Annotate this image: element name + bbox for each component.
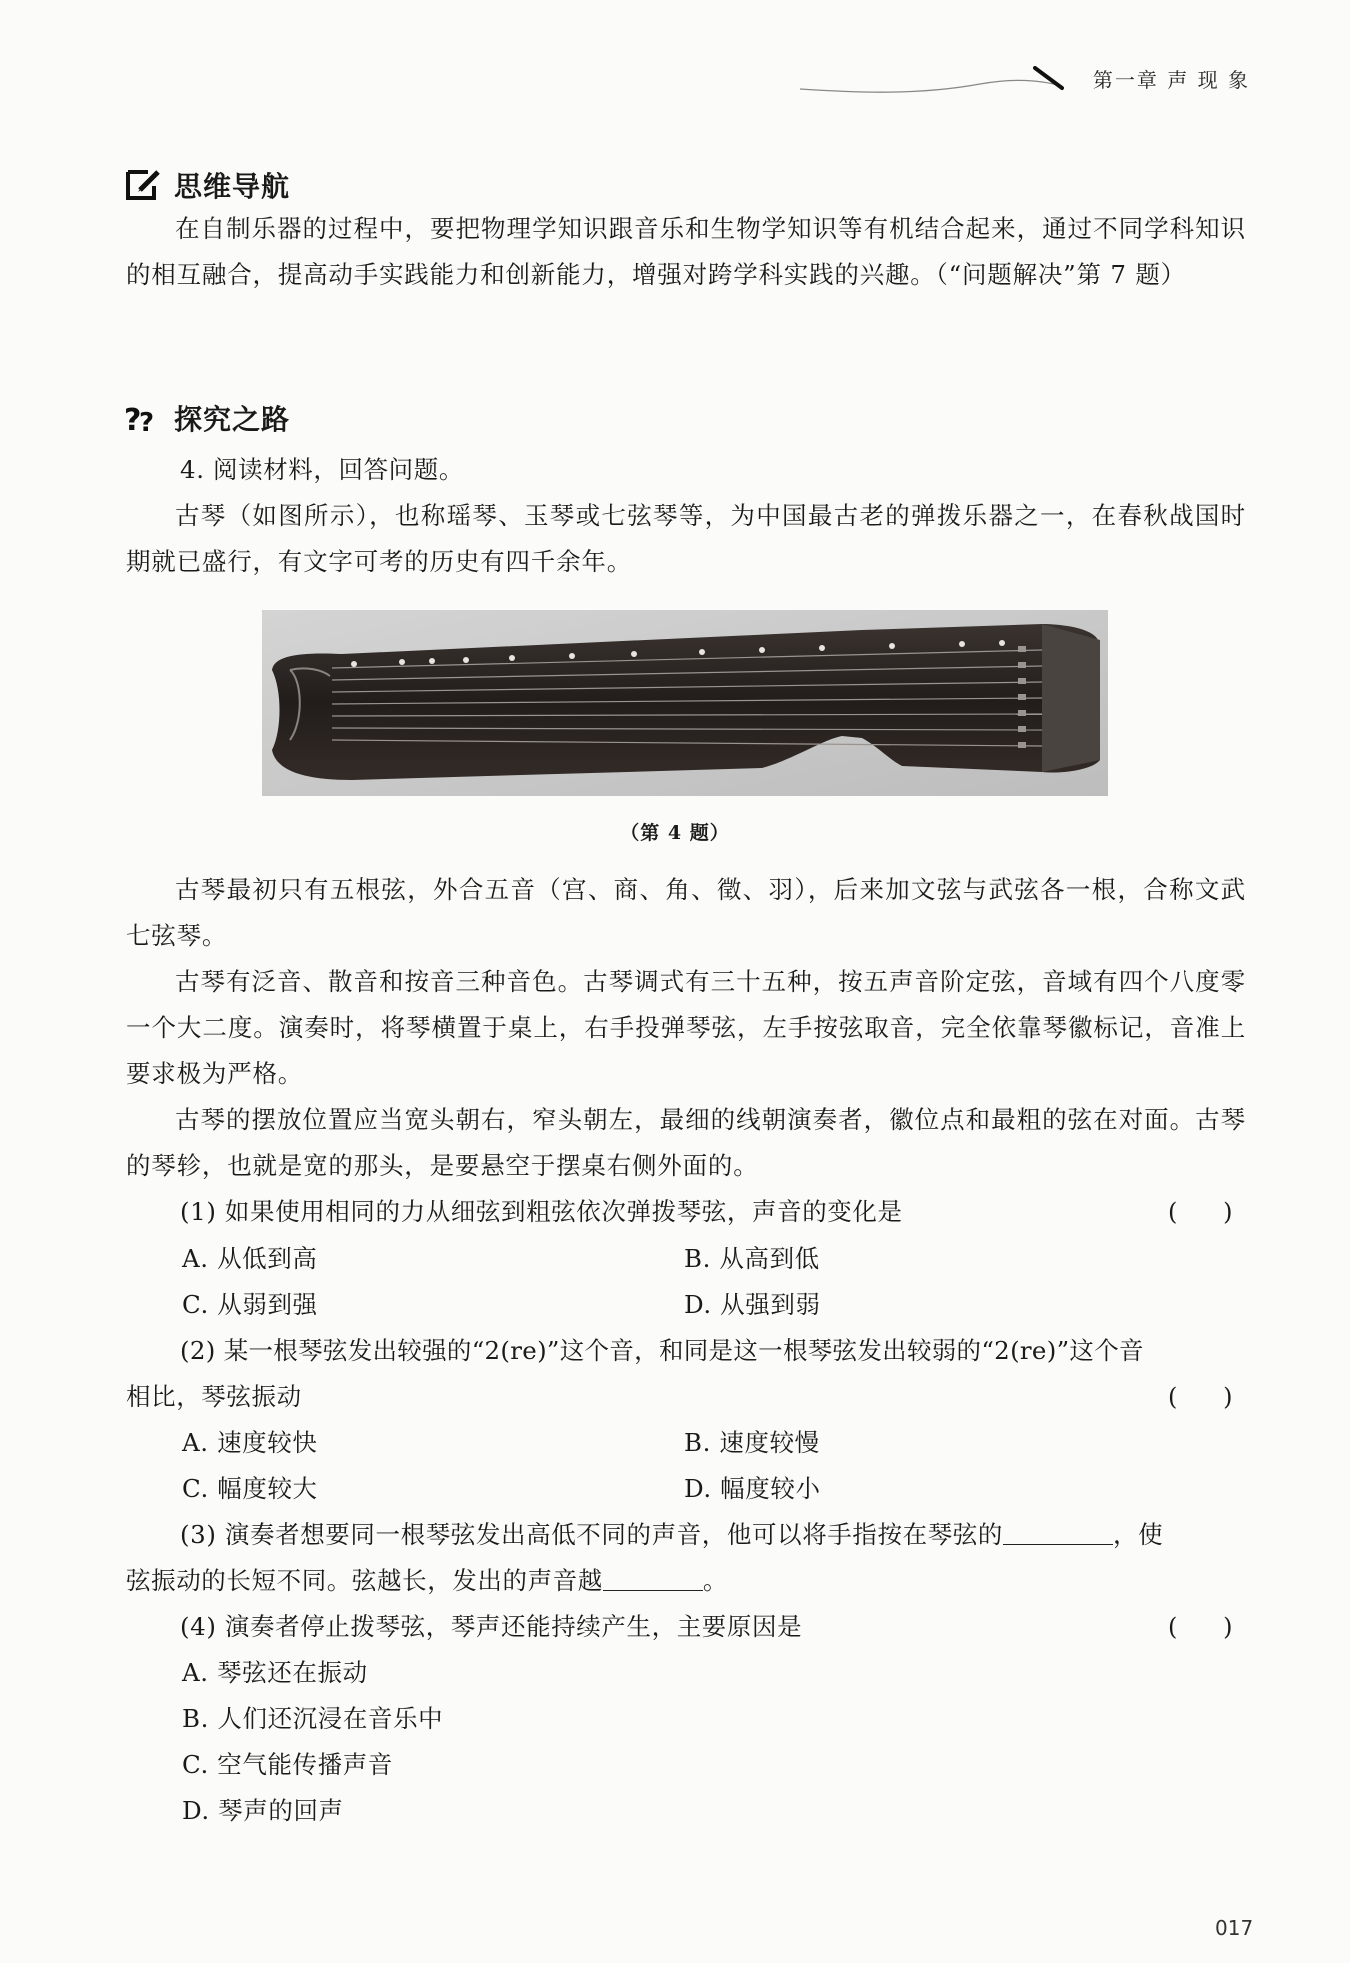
section-title-thinking-navigation bbox=[124, 165, 290, 205]
question-3-text-part4: 。 bbox=[702, 1566, 729, 1595]
question-2-stem-line2: 相比，琴弦振动 bbox=[126, 1382, 302, 1411]
option-a: A. 从低到高 bbox=[182, 1244, 318, 1273]
answer-paren: ( ) bbox=[1168, 1613, 1233, 1641]
question-3-line2 bbox=[126, 1558, 728, 1604]
option-c: C. 从弱到强 bbox=[182, 1290, 318, 1319]
material-paragraph-3: 古琴有泛音、散音和按音三种音色。古琴调式有三十五种，按五声音阶定弦，音域有四个八度零一个大二度。演奏时，将琴横置于桌上，右手投弹琴弦，左手按弦取音，完全依靠琴徽标记，音准上要求极为严格。 bbox=[126, 967, 1246, 1088]
material-paragraph-2: 古琴最初只有五根弦，外合五音（宫、商、角、徵、羽），后来加文弦与武弦各一根，合称文武七弦琴。 bbox=[126, 875, 1246, 950]
section-title-text: 思维导航 bbox=[174, 170, 291, 203]
fill-blank-1[interactable] bbox=[1003, 1522, 1113, 1545]
svg-text:?: ? bbox=[139, 408, 156, 435]
question-4-stem: (4) 演奏者停止拨琴弦，琴声还能持续产生，主要原因是 bbox=[180, 1612, 803, 1641]
question-1-stem: (1) 如果使用相同的力从细弦到粗弦依次弹拨琴弦，声音的变化是 bbox=[180, 1197, 903, 1226]
option-b: B. 人们还沉浸在音乐中 bbox=[182, 1704, 444, 1733]
option-a: A. 琴弦还在振动 bbox=[182, 1658, 368, 1687]
fill-blank-2[interactable] bbox=[603, 1568, 703, 1591]
pencil-box-icon bbox=[124, 168, 164, 202]
question-marks-icon bbox=[124, 401, 164, 435]
figure-caption: （第 4 题） bbox=[620, 822, 730, 844]
svg-text:?: ? bbox=[124, 403, 143, 435]
option-c: C. 空气能传播声音 bbox=[182, 1750, 393, 1779]
option-d: D. 从强到弱 bbox=[684, 1290, 821, 1319]
material-paragraph-1: 古琴（如图所示），也称瑶琴、玉琴或七弦琴等，为中国最古老的弹拨乐器之一，在春秋战国时期就已盛行，有文字可考的历史有四千余年。 bbox=[126, 501, 1246, 576]
option-a: A. 速度较快 bbox=[182, 1428, 318, 1457]
page-number: 017 bbox=[1215, 1916, 1254, 1940]
material-paragraph-4: 古琴的摆放位置应当宽头朝右，窄头朝左，最细的线朝演奏者，徽位点和最粗的弦在对面。古琴的琴轸，也就是宽的那头，是要悬空于摆桌右侧外面的。 bbox=[126, 1105, 1246, 1180]
option-d: D. 琴声的回声 bbox=[182, 1796, 344, 1825]
answer-paren: ( ) bbox=[1168, 1383, 1233, 1411]
question-3-line1 bbox=[180, 1512, 1163, 1558]
question-3-text-part1: (3) 演奏者想要同一根琴弦发出高低不同的声音，他可以将手指按在琴弦的 bbox=[180, 1520, 1003, 1549]
question-4-intro: 4. 阅读材料，回答问题。 bbox=[180, 455, 464, 484]
answer-paren: ( ) bbox=[1168, 1198, 1233, 1226]
running-header bbox=[800, 62, 1250, 102]
chapter-title: 第一章 声 现 象 bbox=[1092, 68, 1250, 92]
question-2-stem-line1: (2) 某一根琴弦发出较强的“2(re)”这个音，和同是这一根琴弦发出较弱的“2(re)”这个音 bbox=[180, 1336, 1144, 1365]
option-c: C. 幅度较大 bbox=[182, 1474, 318, 1503]
thinking-navigation-paragraph: 在自制乐器的过程中，要把物理学知识跟音乐和生物学知识等有机结合起来，通过不同学科知识的相互融合，提高动手实践能力和创新能力，增强对跨学科实践的兴趣。（“问题解决”第 7 题） bbox=[126, 214, 1246, 289]
section-title-exploration-path bbox=[124, 398, 290, 438]
option-d: D. 幅度较小 bbox=[684, 1474, 821, 1503]
guqin-photo bbox=[262, 610, 1108, 796]
option-b: B. 从高到低 bbox=[684, 1244, 820, 1273]
option-b: B. 速度较慢 bbox=[684, 1428, 820, 1457]
question-3-text-part2: ，使 bbox=[1113, 1520, 1164, 1549]
section-title-text: 探究之路 bbox=[174, 403, 291, 436]
question-3-text-part3: 弦振动的长短不同。弦越长，发出的声音越 bbox=[126, 1566, 603, 1595]
header-swoosh-icon bbox=[800, 62, 1080, 102]
